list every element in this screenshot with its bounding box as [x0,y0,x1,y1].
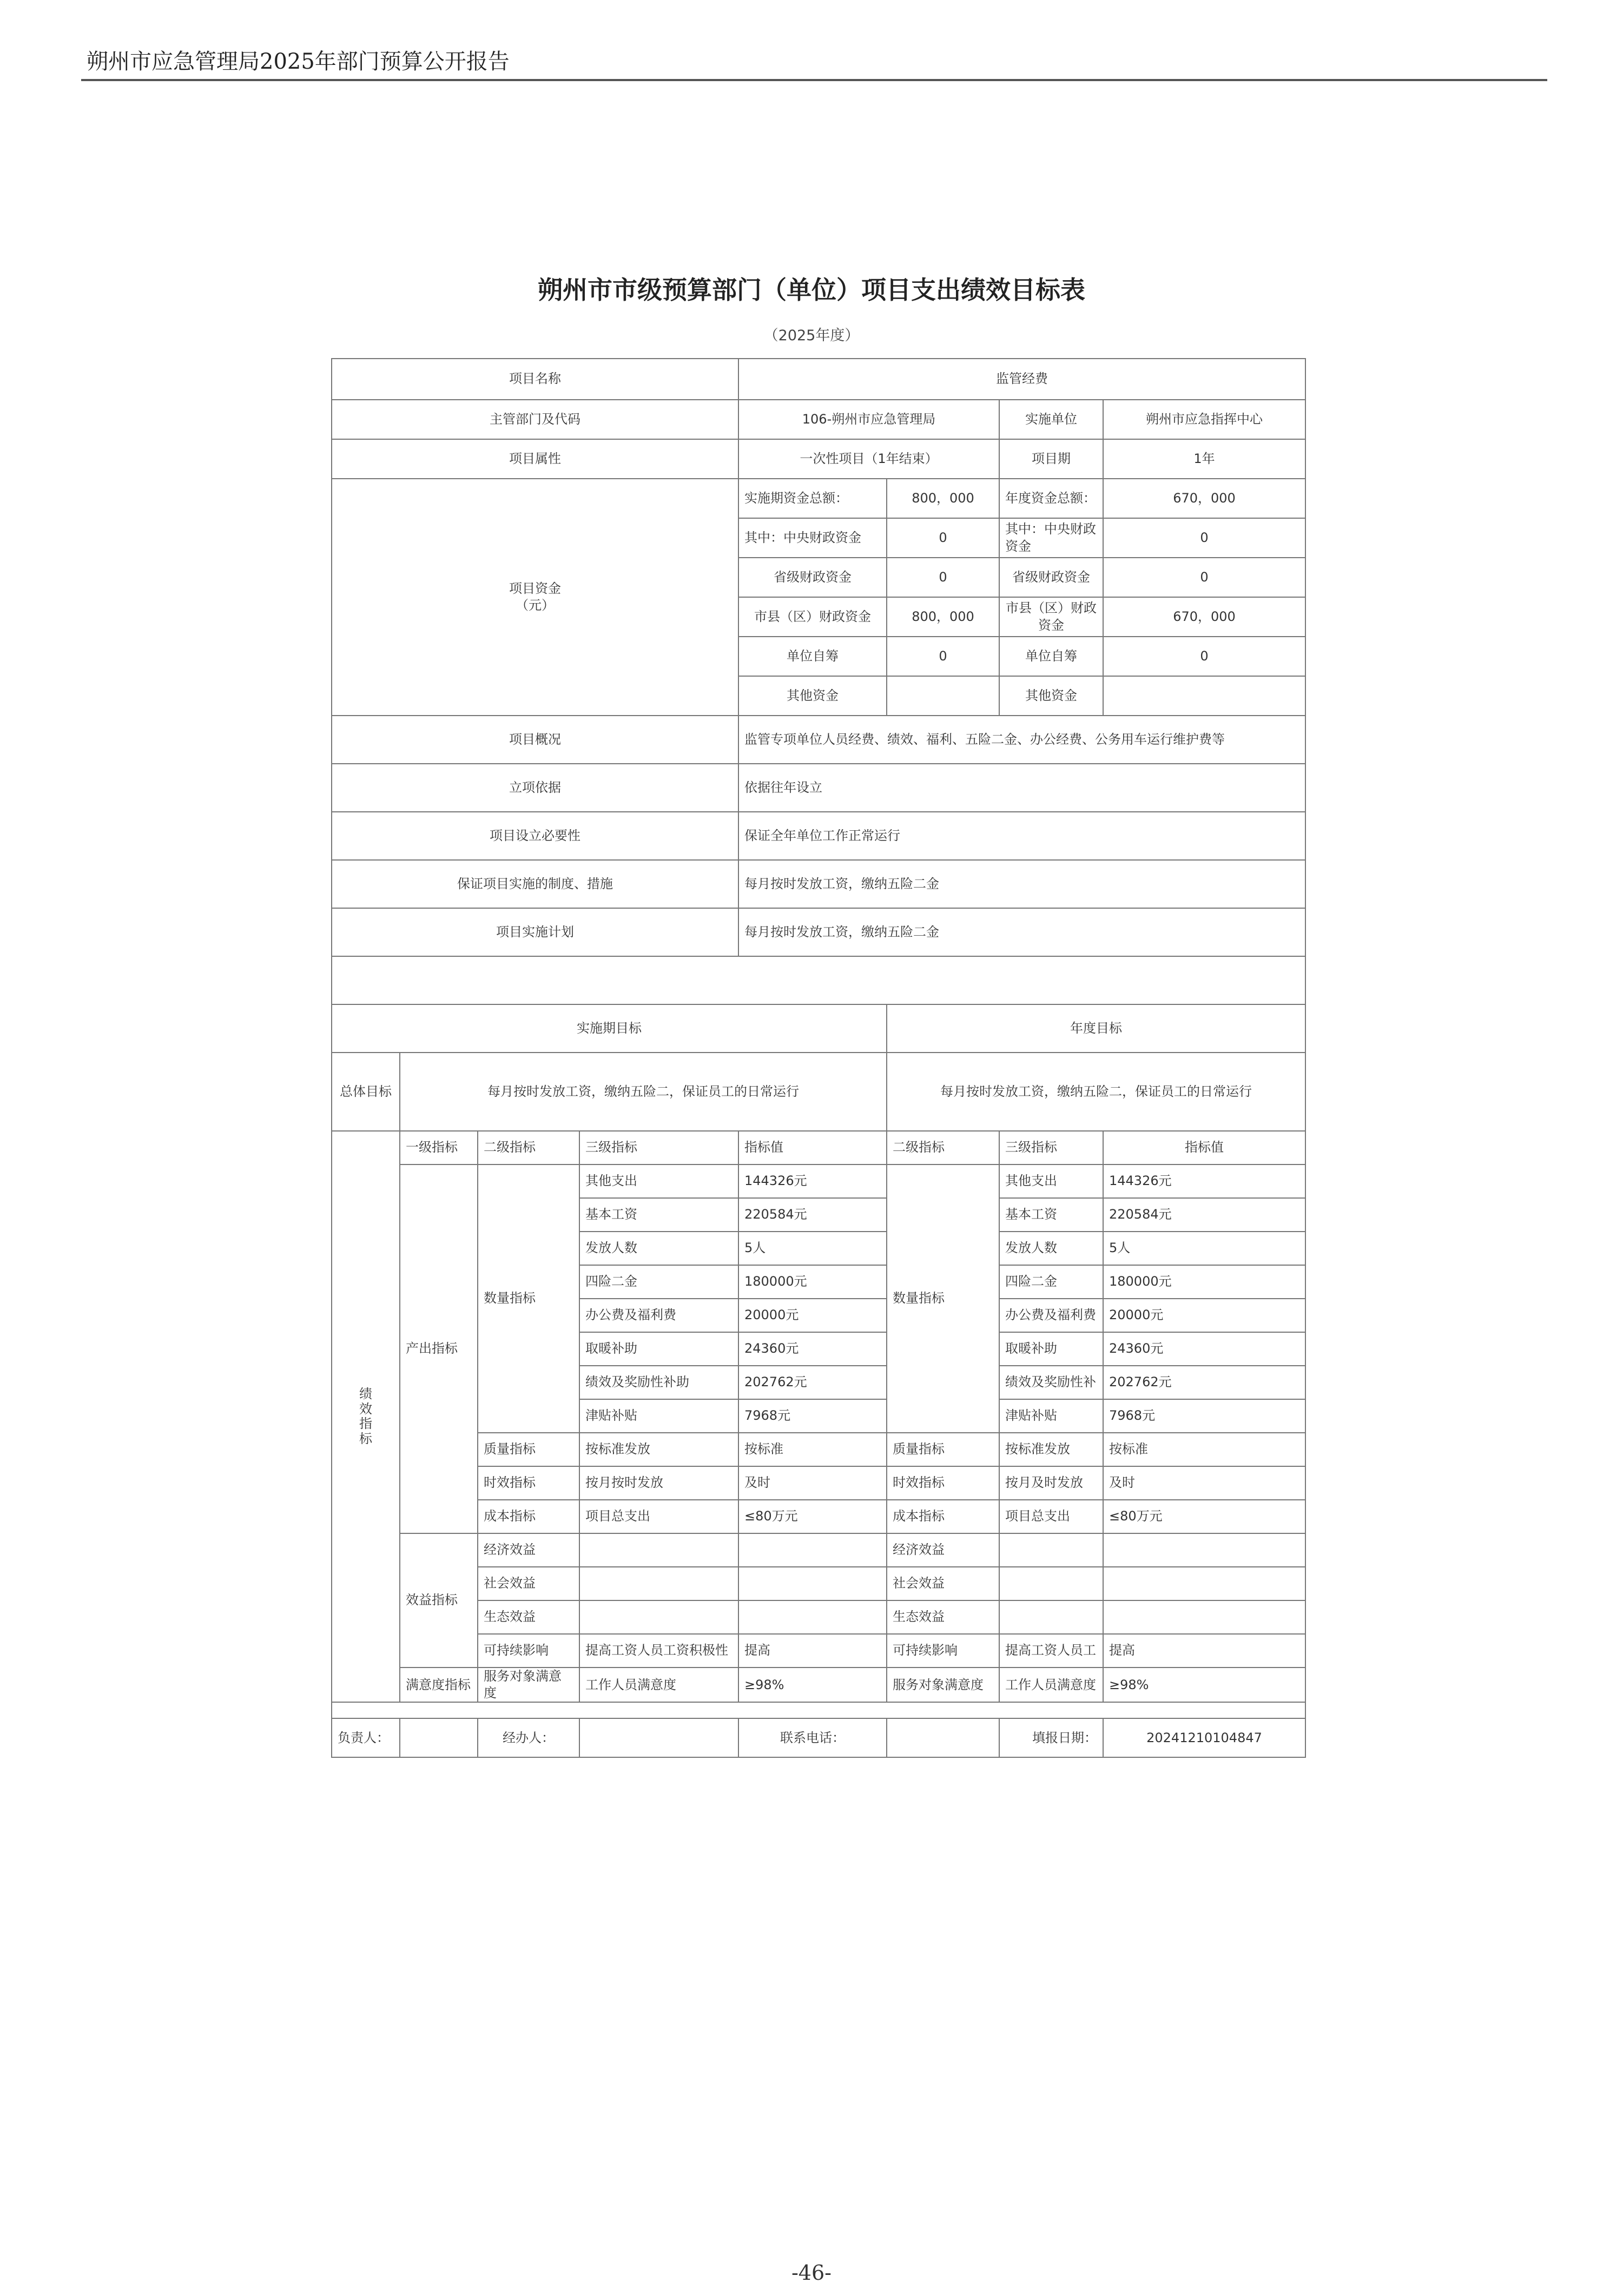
qty-item-name-b: 其他支出 [999,1164,1103,1198]
funds-county-value: 800，000 [887,597,999,637]
social-benefit-value [738,1567,887,1600]
period-label: 项目期 [999,439,1103,479]
qty-item-name-b: 基本工资 [999,1198,1103,1232]
sustain-indicator-label: 可持续影响 [478,1634,579,1668]
overall-target-annual: 每月按时发放工资，缴纳五险二，保证员工的日常运行 [887,1053,1305,1131]
funds-central-annual-value: 0 [1103,518,1305,558]
system-value: 每月按时发放工资，缴纳五险二金 [738,860,1305,908]
timeliness-item-value: 及时 [738,1466,887,1500]
satisfaction-item-value-b: ≥98% [1103,1668,1305,1702]
col-header-l2b: 二级指标 [887,1131,999,1164]
quality-item-name-b: 按标准发放 [999,1433,1103,1466]
qty-item-name: 发放人数 [579,1232,738,1265]
social-benefit-value-b [1103,1567,1305,1600]
funds-self-annual-label: 单位自筹 [999,637,1103,676]
overview-label: 项目概况 [332,716,738,764]
eco-benefit-name [579,1600,738,1634]
funds-county-annual-label: 市县（区）财政资金 [999,597,1103,637]
qty-item-value: 180000元 [738,1265,887,1299]
timeliness-indicator-label-b: 时效指标 [887,1466,999,1500]
footer-date-label: 填报日期： [999,1718,1103,1757]
quality-indicator-label-b: 质量指标 [887,1433,999,1466]
qty-item-name-b: 发放人数 [999,1232,1103,1265]
timeliness-item-name-b: 按月及时发放 [999,1466,1103,1500]
funds-other-value [887,676,999,716]
econ-benefit-name-b [999,1533,1103,1567]
qty-item-name: 基本工资 [579,1198,738,1232]
page-number: -46- [791,2261,832,2285]
funds-self-value: 0 [887,637,999,676]
quality-indicator-label: 质量指标 [478,1433,579,1466]
sustain-item-name-b: 提高工资人员工 [999,1634,1103,1668]
dept-label: 主管部门及代码 [332,400,738,439]
satisfaction-item-name: 工作人员满意度 [579,1668,738,1702]
cost-item-name: 项目总支出 [579,1500,738,1533]
qty-item-value: 7968元 [738,1399,887,1433]
blank-row [332,956,1305,1004]
qty-indicator-label-b: 数量指标 [887,1164,999,1433]
econ-benefit-label-b: 经济效益 [887,1533,999,1567]
funds-other-annual-value [1103,676,1305,716]
perf-indicator-label: 绩 效 指 标 [332,1131,400,1702]
col-header-l3: 三级指标 [579,1131,738,1164]
funds-self-label: 单位自筹 [738,637,887,676]
social-benefit-label: 社会效益 [478,1567,579,1600]
footer-responsible-label: 负责人： [332,1718,400,1757]
qty-item-name-b: 绩效及奖励性补 [999,1366,1103,1399]
qty-item-value: 202762元 [738,1366,887,1399]
project-name-value: 监管经费 [738,359,1305,400]
qty-item-name: 办公费及福利费 [579,1299,738,1332]
qty-item-name-b: 四险二金 [999,1265,1103,1299]
necessity-label: 项目设立必要性 [332,812,738,860]
social-benefit-label-b: 社会效益 [887,1567,999,1600]
cost-item-name-b: 项目总支出 [999,1500,1103,1533]
satisfaction-sub-label-b: 服务对象满意度 [887,1668,999,1702]
timeliness-item-value-b: 及时 [1103,1466,1305,1500]
funds-prov-label: 省级财政资金 [738,558,887,597]
timeliness-indicator-label: 时效指标 [478,1466,579,1500]
basis-label: 立项依据 [332,764,738,812]
sustain-item-value: 提高 [738,1634,887,1668]
qty-item-name: 绩效及奖励性补助 [579,1366,738,1399]
quality-item-value: 按标准 [738,1433,887,1466]
sustain-item-value-b: 提高 [1103,1634,1305,1668]
col-header-l1: 一级指标 [400,1131,478,1164]
period-value: 1年 [1103,439,1305,479]
satisfaction-item-name-b: 工作人员满意度 [999,1668,1103,1702]
funds-prov-annual-label: 省级财政资金 [999,558,1103,597]
qty-item-value-b: 144326元 [1103,1164,1305,1198]
footer-date-value: 20241210104847 [1103,1718,1305,1757]
funds-total-label: 实施期资金总额： [738,479,887,518]
performance-target-form [331,358,1305,1758]
cost-indicator-label: 成本指标 [478,1500,579,1533]
basis-value: 依据往年设立 [738,764,1305,812]
eco-benefit-name-b [999,1600,1103,1634]
document-title: 朔州市市级预算部门（单位）项目支出绩效目标表 [538,275,1085,305]
eco-benefit-label-b: 生态效益 [887,1600,999,1634]
qty-item-value-b: 202762元 [1103,1366,1305,1399]
qty-item-name: 取暖补助 [579,1332,738,1366]
satisfaction-item-value: ≥98% [738,1668,887,1702]
impl-target-label: 实施期目标 [332,1004,887,1053]
qty-indicator-label: 数量指标 [478,1164,579,1433]
funds-county-label: 市县（区）财政资金 [738,597,887,637]
qty-item-value: 24360元 [738,1332,887,1366]
funds-annual-value: 670，000 [1103,479,1305,518]
funds-self-annual-value: 0 [1103,637,1305,676]
timeliness-item-name: 按月按时发放 [579,1466,738,1500]
annual-target-label: 年度目标 [887,1004,1305,1053]
satisfaction-indicator-label: 满意度指标 [400,1668,478,1702]
eco-benefit-label: 生态效益 [478,1600,579,1634]
cost-item-value-b: ≤80万元 [1103,1500,1305,1533]
qty-item-name: 四险二金 [579,1265,738,1299]
plan-value: 每月按时发放工资，缴纳五险二金 [738,908,1305,956]
plan-label: 项目实施计划 [332,908,738,956]
overview-value: 监管专项单位人员经费、绩效、福利、五险二金、办公经费、公务用车运行维护费等 [738,716,1305,764]
col-header-l3b: 三级指标 [999,1131,1103,1164]
funds-central-annual-label: 其中：中央财政资金 [999,518,1103,558]
header-title: 朔州市应急管理局2025年部门预算公开报告 [87,49,510,74]
qty-item-name-b: 办公费及福利费 [999,1299,1103,1332]
satisfaction-sub-label: 服务对象满意度 [478,1668,579,1702]
qty-item-name: 其他支出 [579,1164,738,1198]
col-header-value: 指标值 [738,1131,887,1164]
econ-benefit-value [738,1533,887,1567]
eco-benefit-value-b [1103,1600,1305,1634]
econ-benefit-value-b [1103,1533,1305,1567]
project-name-label: 项目名称 [332,359,738,400]
sustain-indicator-label-b: 可持续影响 [887,1634,999,1668]
system-label: 保证项目实施的制度、措施 [332,860,738,908]
footer-phone-label: 联系电话： [738,1718,887,1757]
funds-total-value: 800，000 [887,479,999,518]
col-header-valueb: 指标值 [1103,1131,1305,1164]
econ-benefit-label: 经济效益 [478,1533,579,1567]
funds-central-label: 其中：中央财政资金 [738,518,887,558]
spacer-row [332,1702,1305,1718]
quality-item-name: 按标准发放 [579,1433,738,1466]
header-divider [81,79,1547,81]
qty-item-value: 20000元 [738,1299,887,1332]
qty-item-value-b: 5人 [1103,1232,1305,1265]
footer-phone-value [887,1718,999,1757]
footer-responsible-value [400,1718,478,1757]
qty-item-name-b: 津贴补贴 [999,1399,1103,1433]
footer-handler-label: 经办人： [478,1718,579,1757]
econ-benefit-name [579,1533,738,1567]
qty-item-name-b: 取暖补助 [999,1332,1103,1366]
cost-indicator-label-b: 成本指标 [887,1500,999,1533]
qty-item-value-b: 20000元 [1103,1299,1305,1332]
social-benefit-name-b [999,1567,1103,1600]
funds-county-annual-value: 670，000 [1103,597,1305,637]
footer-handler-value [579,1718,738,1757]
dept-value: 106-朔州市应急管理局 [738,400,999,439]
social-benefit-name [579,1567,738,1600]
overall-target-label: 总体目标 [332,1053,400,1131]
funds-other-label: 其他资金 [738,676,887,716]
qty-item-value: 220584元 [738,1198,887,1232]
funds-label: 项目资金 （元） [332,479,738,716]
funds-prov-value: 0 [887,558,999,597]
benefit-indicator-label: 效益指标 [400,1533,478,1668]
attr-value: 一次性项目（1年结束） [738,439,999,479]
quality-item-value-b: 按标准 [1103,1433,1305,1466]
funds-prov-annual-value: 0 [1103,558,1305,597]
impl-unit-value: 朔州市应急指挥中心 [1103,400,1305,439]
overall-target-impl: 每月按时发放工资，缴纳五险二，保证员工的日常运行 [400,1053,887,1131]
output-indicator-label: 产出指标 [400,1164,478,1533]
qty-item-value: 144326元 [738,1164,887,1198]
qty-item-value-b: 180000元 [1103,1265,1305,1299]
sustain-item-name: 提高工资人员工资积极性 [579,1634,738,1668]
document-year: （2025年度） [763,327,860,344]
necessity-value: 保证全年单位工作正常运行 [738,812,1305,860]
qty-item-value-b: 220584元 [1103,1198,1305,1232]
qty-item-value-b: 24360元 [1103,1332,1305,1366]
qty-item-value: 5人 [738,1232,887,1265]
eco-benefit-value [738,1600,887,1634]
cost-item-value: ≤80万元 [738,1500,887,1533]
funds-other-annual-label: 其他资金 [999,676,1103,716]
qty-item-value-b: 7968元 [1103,1399,1305,1433]
attr-label: 项目属性 [332,439,738,479]
funds-central-value: 0 [887,518,999,558]
funds-annual-label: 年度资金总额： [999,479,1103,518]
qty-item-name: 津贴补贴 [579,1399,738,1433]
impl-unit-label: 实施单位 [999,400,1103,439]
col-header-l2: 二级指标 [478,1131,579,1164]
